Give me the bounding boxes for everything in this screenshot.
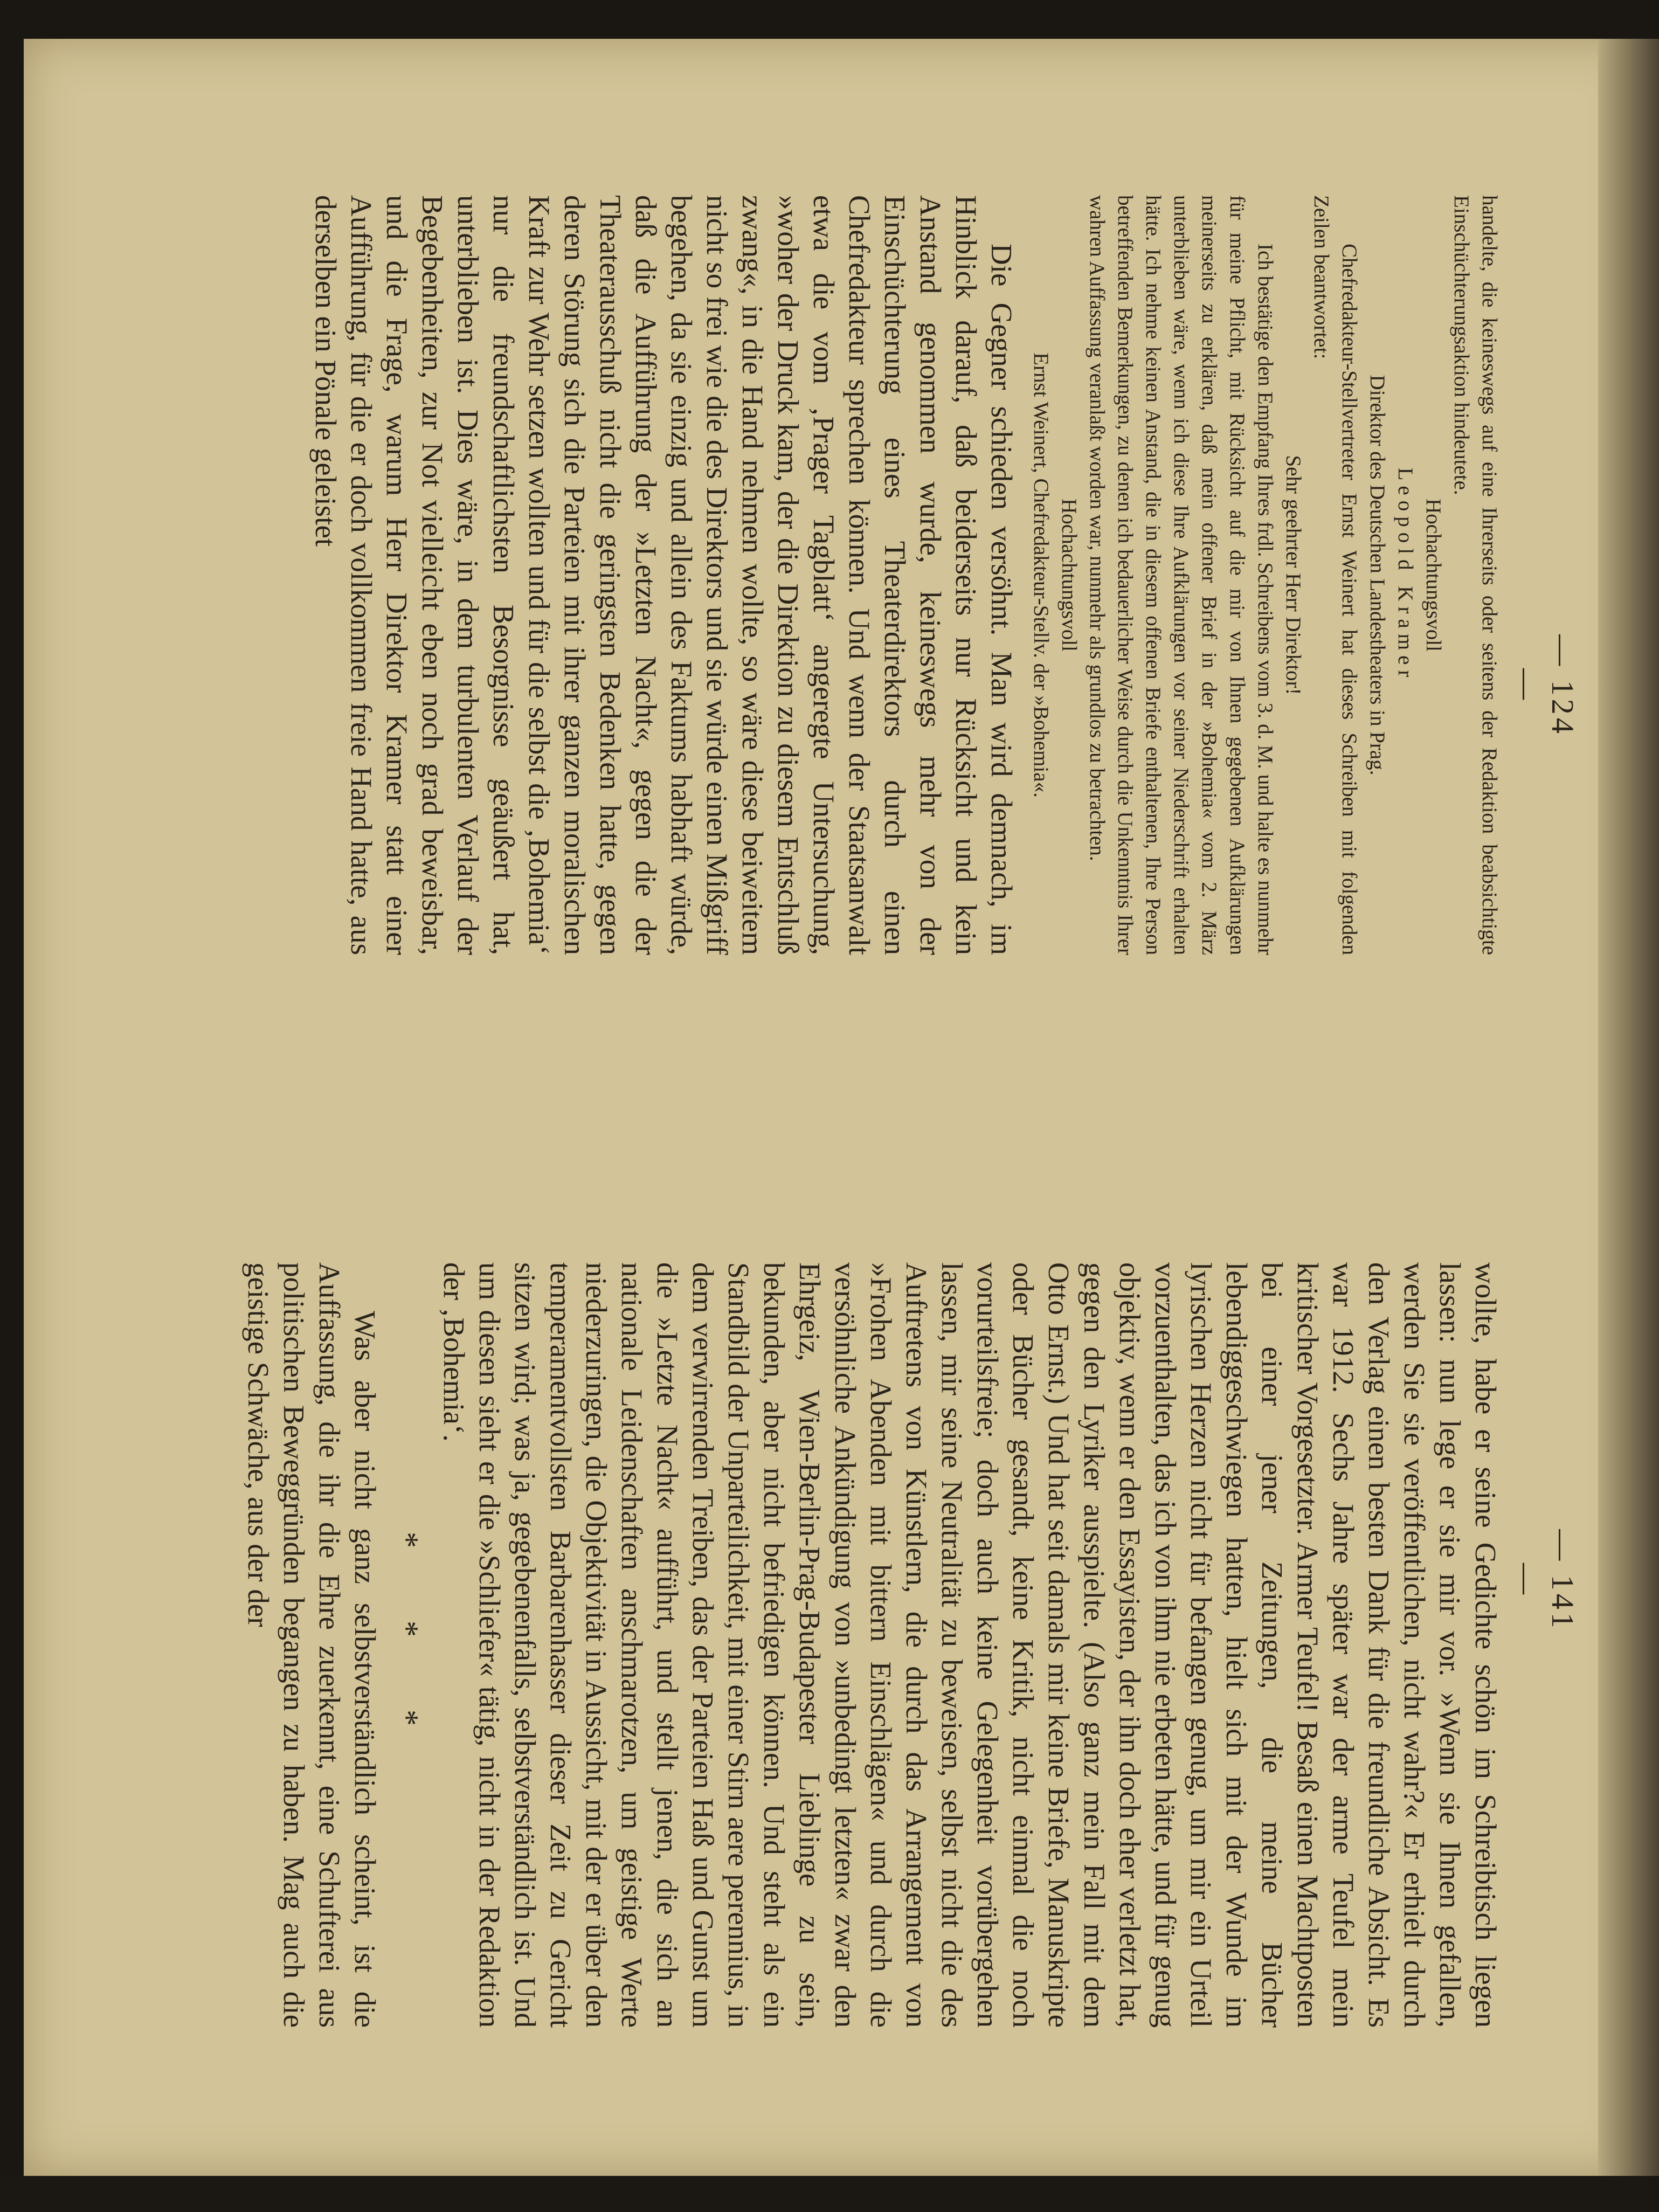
main-text-left: Die Gegner schieden versöhnt. Man wird demnach, im Hinblick darauf, daß beiderseits nur Rücksicht und kein Anstand genommen wurde, keineswegs mehr von der Einschüchterung eines Theaterdirektors durch einen Chefredakteur sprechen können. Und wenn der Staatsanwalt etwa die vom ‚Prager Tagblatt‘ angeregte Untersuchung, »woher der Druck kam, der die Direktion zu diesem Entschluß zwang«, in die Hand nehmen wollte, so wäre diese beiweitem nicht so frei wie die des Direktors und sie würde einen Mißgriff begehen, da sie einzig und allein des Faktums habhaft würde, daß die Aufführung der »Letzten Nacht«, gegen die der Theaterausschuß nicht die geringsten Bedenken hatte, gegen deren Störung sich die Parteien mit ihrer ganzen moralischen Kraft zur Wehr setzen wollten und für die selbst die ‚Bohemia‘ nur die freundschaftlichsten Besorgnisse geäußert hat, unterblieben ist. Dies wäre, in dem turbulenten Verlauf der Begebenheiten, zur Not vielleicht eben noch grad beweisbar, und die Frage, warum Herr Direktor Kramer statt einer Aufführung, für die er doch vollkommen freie Hand hatte, aus derselben ein Pönale geleistet bbox=[309, 195, 1018, 955]
letter-section bbox=[1027, 195, 1503, 955]
left-column bbox=[308, 195, 1503, 955]
page-number-right: — 141 — bbox=[1509, 1529, 1580, 1632]
right-column bbox=[240, 1262, 1503, 2028]
main-text-right-block bbox=[436, 1262, 1503, 2028]
section-separator: * * * bbox=[389, 1532, 425, 1758]
main-text-left-block bbox=[308, 195, 1019, 955]
salutation: Sehr geehrter Herr Direktor! bbox=[1282, 455, 1305, 695]
page-fold bbox=[1598, 39, 1659, 2176]
closing-1: Hochachtungsvoll bbox=[1422, 499, 1445, 652]
page-number-left: — 124 — bbox=[1509, 634, 1580, 737]
signer-2: Ernst Weinert, Chefredakteur-Stellv. der »Bohemia«. bbox=[1029, 352, 1053, 798]
rotated-page-content bbox=[59, 82, 1600, 2130]
reply-intro: Chefredakteur-Stellvertreter Ernst Weinert hat dieses Schreiben mit folgenden Zeilen beantwortet: bbox=[1310, 195, 1361, 955]
main-text-right: wollte, habe er seine Gedichte schön im Schreibtisch liegen lassen: nun lege er sie mir vor. »Wenn sie Ihnen gefallen, werden Sie sie veröffentlichen, nicht wahr?« Er erhielt durch den Verlag einen besten Dank für die freundliche Absicht. Es war 1912. Sechs Jahre später war der arme Teufel mein kritischer Vorgesetzter. Armer Teufel! Besaß einen Machtposten bei einer jener Zeitungen, die meine Bücher lebendiggeschwiegen hatten, hielt sich mit der Wunde im lyrischen Herzen nicht für befangen genug, um mir ein Urteil vorzuenthalten, das ich von ihm nie erbeten hätte, und für genug objektiv, wenn er den Essayisten, der ihn doch eher verletzt hat, gegen den Lyriker ausspielte. (Also ganz mein Fall mit dem Otto Ernst.) Und hat seit damals mir keine Briefe, Manuskripte oder Bücher gesandt, keine Kritik, nicht einmal die noch vorurteilsfreie; doch auch keine Gelegenheit vorübergehen lassen, mir seine Neutralität zu beweisen, selbst nicht die des Auftretens von Künstlern, die durch das Arrangement von »Frohen Abenden mit bittern Einschlägen« und durch die versöhnliche Ankündigung von »unbedingt letzten« zwar den Ehrgeiz, Wien-Berlin-Prag-Budapester Lieblinge zu sein, bekunden, aber nicht befriedigen können. Und steht als ein Standbild der Unparteilichkeit, mit einer Stirn aere perennius, in dem verwirrenden Treiben, das der Parteien Haß und Gunst um die »Letzte Nacht« aufführt, und stellt jenen, die sich an nationale Leidenschaften anschmarotzen, um geistige Werte niederzuringen, die Objektivität in Aussicht, mit der er über den temperamentvollsten Barbarenhasser dieser Zeit zu Gericht sitzen wird; was ja, gegebenenfalls, selbstverständlich ist. Und um diesen sieht er die »Schliefer« tätig, nicht in der Redaktion der ‚Bohemia‘. bbox=[438, 1262, 1502, 2028]
final-text: Was aber nicht ganz selbstverständlich scheint, ist die Auffassung, die ihr die Ehre zuerkennt, eine Schufterei aus politischen Beweggründen begangen zu haben. Mag auch die geistige Schwäche, aus der der bbox=[242, 1262, 382, 2028]
scan-border bbox=[0, 2176, 1659, 2212]
signer-1-name: Leopold Kramer bbox=[1394, 467, 1417, 683]
signer-1-title: Direktor des Deutschen Landestheaters in Prag. bbox=[1366, 375, 1389, 776]
final-text-block bbox=[240, 1262, 383, 2028]
closing-2: Hochachtungsvoll bbox=[1057, 499, 1081, 652]
letter-body: Ich bestätige den Empfang Ihres frdl. Schreibens vom 3. d. M. und halte es nunmehr für meine Pflicht, mit Rücksicht auf die mir von Ihnen gegebenen Aufklärungen meinerseits zu erklären, daß mein offener Brief in der »Bohemia« vom 2. März unterblieben wäre, wenn ich diese Ihre Aufklärungen vor seiner Niederschrift erhalten hätte. Ich nehme keinen Anstand, die in diesem offenen Briefe enthaltenen, Ihre Person betreffenden Bemerkungen, zu denen ich bedauerlicher Weise durch die Unkenntnis Ihrer wahren Auffassung veranlaßt worden war, nunmehr als grundlos zu betrachten. bbox=[1086, 195, 1277, 955]
letter-intro: handelte, die keineswegs auf eine Ihrerseits oder seitens der Redaktion beabsichtigte Einschüchterungsaktion hindeutete. bbox=[1450, 195, 1501, 955]
